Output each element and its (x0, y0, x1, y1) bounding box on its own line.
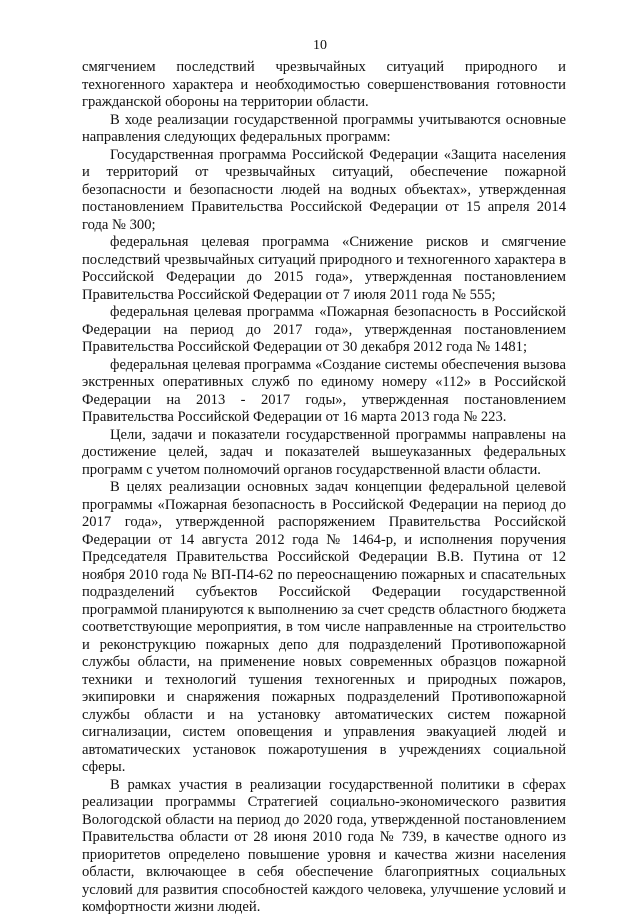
paragraph-state-program-protection: Государственная программа Российской Федерации «Защита населения и территорий от чрезвычайных ситуаций, обеспечение пожарной безопасности и безопасности людей на водных объектах», утвержденная постановлением Правительства Российской Федерации от 15 апреля 2014 года № 300; (82, 146, 566, 233)
paragraph-program-fire-safety: федеральная целевая программа «Пожарная безопасность в Российской Федерации на период до 2017 года», утвержденная постановлением Правительства Российской Федерации от 30 декабря 2012 года № 1481; (82, 304, 566, 355)
paragraph-federal-programs-intro: В ходе реализации государственной программы учитываются основные направления следующих федеральных программ: (82, 111, 566, 145)
paragraph-implementation: В целях реализации основных задач концепции федеральной целевой программы «Пожарная безопасность в Российской Федерации на период до 2017 года», утвержденной распоряжением Правительства Российской Федерации от 14 августа 2012 года № 1464-р, и исполнения поручения Председателя Правительства Российской Федерации В.В. Путина от 12 ноября 2010 года № ВП-П4-62 по переоснащению пожарных и спасательных подразделений субъектов Российской Федерации государственной программой планируются к выполнению за счет средств областного бюджета соответствующие мероприятия, в том числе направленные на строительство и реконструкцию пожарных депо для подразделений Противопожарной службы области, на применение новых современных образцов пожарной техники и технологий тушения техногенных и природных пожаров, экипировки и снаряжения пожарных подразделений Противопожарной службы области и на установку автоматических систем пожарной сигнализации, систем оповещения и управления эвакуацией людей и автоматических установок пожаротушения в учреждениях социальной сферы. (82, 479, 566, 775)
paragraph-program-112: федеральная целевая программа «Создание системы обеспечения вызова экстренных оперативных служб по единому номеру «112» в Российской Федерации на 2013 - 2017 годы», утвержденная постановлением Правительства Российской Федерации от 16 марта 2013 года № 223. (82, 356, 566, 425)
paragraph-strategy: В рамках участия в реализации государственной политики в сферах реализации программы Стратегией социально-экономического развития Вологодской области на период до 2020 года, утвержденной постановлением Правительства области от 28 июня 2010 года № 739, в качестве одного из приоритетов определено повышение уровня и качества жизни населения области, включающее в себя обеспечение благоприятных социальных условий для развития способностей каждого человека, улучшение условий и комфортности жизни людей. (82, 776, 566, 915)
page-number: 10 (313, 38, 327, 53)
paragraph-goals: Цели, задачи и показатели государственной программы направлены на достижение целей, задач и показателей вышеуказанных федеральных программ с учетом полномочий органов государственной власти области. (82, 426, 566, 478)
paragraph-program-risk-reduction: федеральная целевая программа «Снижение рисков и смягчение последствий чрезвычайных ситуаций природного и техногенного характера в Российской Федерации до 2015 года», утвержденная постановлением Правительства Российской Федерации от 7 июля 2011 года № 555; (82, 234, 566, 303)
document-body (82, 59, 566, 917)
paragraph-continuation: смягчением последствий чрезвычайных ситуаций природного и техногенного характера и необходимостью совершенствования готовности гражданской обороны на территории области. (82, 59, 566, 110)
